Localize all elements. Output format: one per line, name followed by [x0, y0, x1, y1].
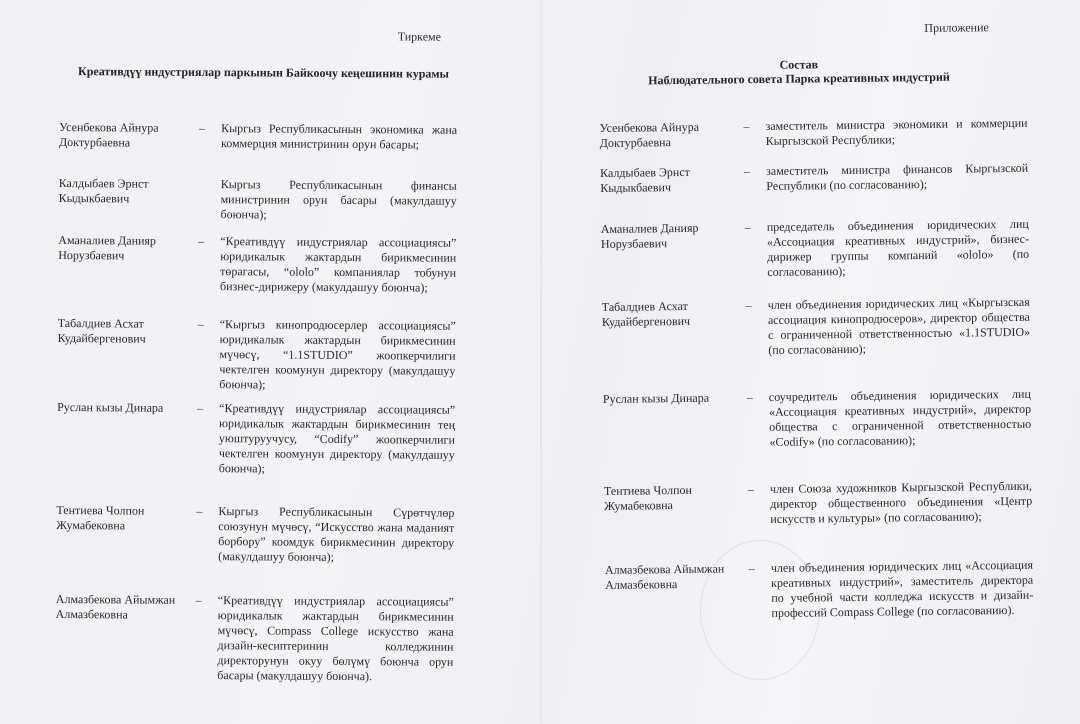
- entry-dash: –: [747, 482, 755, 497]
- member-description: член объединения юридических лиц «Кыргызская ассоциация кинопродюсеров», директор общества с ограниченной ответственностью «1.1STUDIO» (по согласованию);: [767, 294, 1031, 357]
- document-title: [599, 55, 999, 88]
- kyrgyz-column: [55, 0, 460, 684]
- entry-dash: –: [744, 220, 751, 235]
- member-entry: [57, 315, 458, 392]
- member-description: “Креативдүү индустриялар ассоциациясы” юридикалык жактардын бирикмесинин төрагасы, “ololo” компаниялар тобунун бизнес-дирижеру (макулдашуу боюнча);: [219, 234, 457, 295]
- member-description: “Креативдүү индустриялар ассоциациясы” юридикалык жактардын бирикмесинин мүчөсү, Compass College искусство жана дизайн-кесиптеринин колледжинин директорунун окуу бөлүмү боюнча орун басары (макулдашуу боюнча).: [217, 593, 454, 684]
- member-entry: [56, 502, 456, 564]
- member-entry: [57, 399, 457, 476]
- member-name: Усенбекова Айнура Доктурбаевна: [599, 119, 700, 150]
- member-entry: [58, 119, 459, 152]
- member-name: Табалдиев Асхат Кудайбергенович: [601, 298, 691, 329]
- entry-dash: –: [746, 390, 753, 405]
- member-name: Тентиева Чолпон Жумабековна: [56, 502, 145, 533]
- annex-label: Приложение: [924, 20, 989, 36]
- member-name: Калдыбаев Эрнст Кыдыкбаевич: [58, 175, 149, 206]
- member-entry: [58, 175, 459, 222]
- member-description: “Кыргыз кинопродюсерлер ассоциациясы” юридикалык жактардын бирикмесинин мүчөсү, “1.1STUDIO” жоопкерчилиги чектелген коомунун директору (макулдашуу боюнча);: [219, 317, 456, 392]
- title-line: Наблюдательного совета Парка креативных индустрий: [648, 69, 950, 88]
- member-description: Кыргыз Республикасынын финансы министринин орун басары (макулдашуу боюнча);: [220, 177, 457, 222]
- entry-dash: –: [745, 298, 752, 313]
- member-name: Калдыбаев Эрнст Кыдыкбаевич: [600, 164, 690, 195]
- member-entry: [600, 160, 1040, 195]
- page-fold: [540, 0, 542, 724]
- member-entry: [58, 232, 458, 295]
- member-name: Руслан кызы Динара: [57, 399, 164, 415]
- annex-label: Тиркеме: [397, 29, 442, 44]
- member-entry: [603, 478, 1044, 526]
- entry-dash: –: [748, 561, 756, 576]
- entry-dash: –: [199, 120, 206, 136]
- entry-dash: –: [197, 316, 204, 332]
- member-name: Руслан кызы Динара: [602, 390, 710, 406]
- member-name: Алмазбекова Айымжан Алмазбековна: [604, 561, 725, 592]
- title-line: Состав: [779, 57, 819, 72]
- member-description: член объединения юридических лиц «Ассоциация креативных индустрий», заместитель директора по учебной части колледжа искусств и дизайн-профессий Compass College (по согласованию).: [770, 557, 1034, 620]
- member-description: Кыргыз Республикасынын экономика жана коммерция министринин орун басары;: [220, 121, 458, 152]
- member-name: Аманалиев Данияр Норузбаевич: [58, 232, 157, 263]
- member-entry: [600, 216, 1041, 279]
- member-description: заместитель министра экономики и коммерции Кыргызской Республики;: [765, 115, 1028, 148]
- member-name: Тентиева Чолпон Жумабековна: [603, 482, 692, 513]
- member-entry: [604, 557, 1045, 620]
- member-description: председатель объединения юридических лиц «Ассоциация креативных индустрий», бизнес-дирижер группы компаний «ololo» (по согласованию);: [766, 216, 1030, 279]
- member-name: Усенбекова Айнура Доктурбаевна: [58, 119, 159, 150]
- entry-dash: –: [197, 400, 204, 416]
- member-description: член Союза художников Кыргызской Республики, директор общественного объединения «Центр искусств и культуры» (по согласованию);: [769, 478, 1033, 526]
- member-description: заместитель министра финансов Кыргызской Республики (по согласованию);: [766, 160, 1029, 193]
- entry-dash: –: [743, 119, 750, 134]
- entry-dash: –: [196, 503, 203, 519]
- member-description: “Креативдүү индустриялар ассоциациясы” юридикалык жактардын бирикмесинин тең уюштуруучусу, “Codify” жоопкерчилиги чектелген коомунун директору (макулдашуу боюнча);: [218, 401, 456, 476]
- member-entry: [601, 294, 1042, 357]
- member-description: Кыргыз Республикасынын Сүрөтчүлөр союзунун мүчөсү, “Искусство жана маданият борбору” коомдук бирикмесинин директору (макулдашуу боюнча);: [218, 504, 455, 564]
- member-name: Алмазбекова Айымжан Алмазбековна: [55, 591, 176, 622]
- member-entry: [55, 591, 456, 684]
- member-name: Аманалиев Данияр Норузбаевич: [600, 220, 699, 251]
- document-title: Креативдүү индустриялар паркынын Байкоочу кеңешинин курамы: [78, 64, 449, 81]
- entry-dash: –: [198, 233, 205, 249]
- member-name: Табалдиев Асхат Кудайбергенович: [57, 315, 146, 346]
- member-entry: [602, 386, 1043, 449]
- entry-dash: –: [744, 164, 751, 179]
- entry-dash: –: [195, 592, 202, 608]
- member-description: соучредитель объединения юридических лиц «Ассоциация креативных индустрий», директор общества с ограниченной ответственностью «Codify» (по согласованию);: [768, 386, 1032, 449]
- member-entry: [599, 115, 1039, 150]
